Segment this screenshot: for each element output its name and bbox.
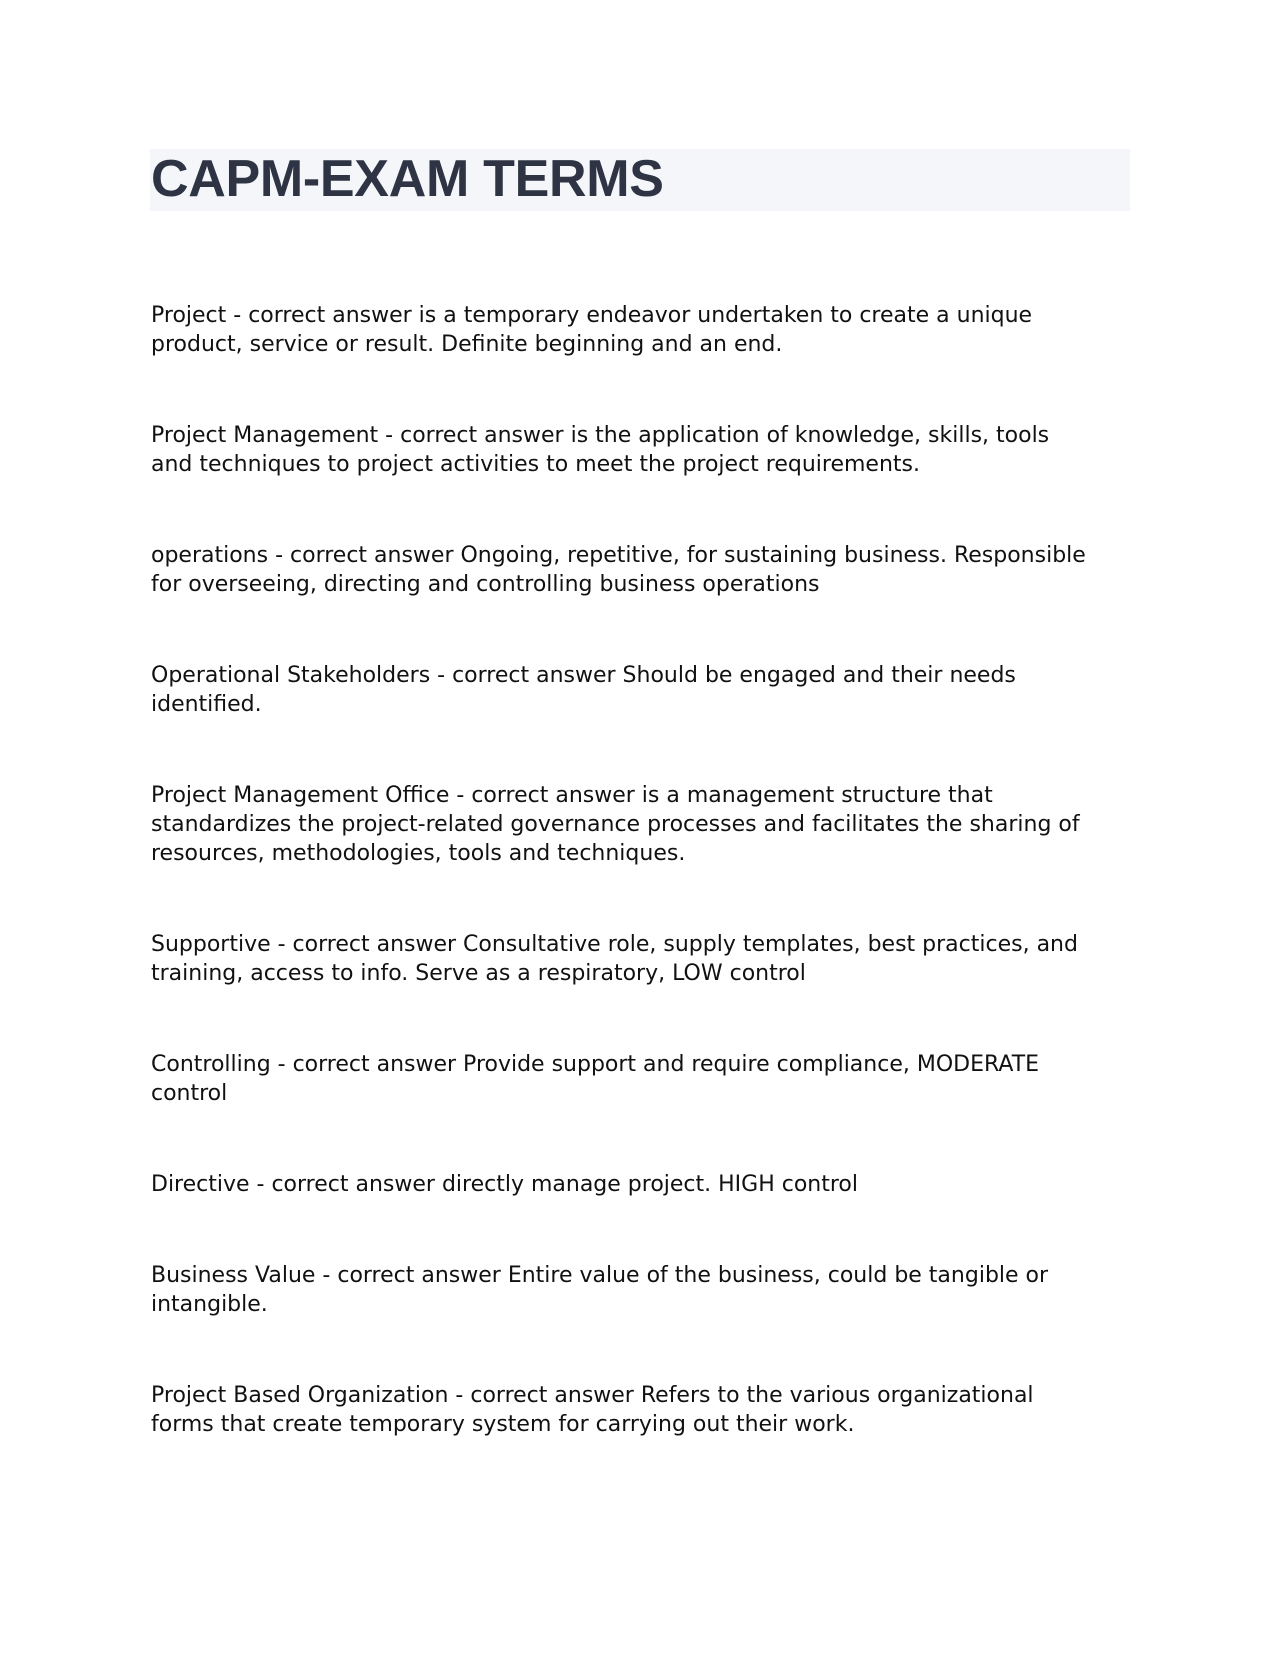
term-business-value [151, 1261, 1141, 1319]
term-line: for overseeing, directing and controlling business operations [151, 572, 820, 597]
term-project-management [151, 421, 1141, 479]
term-line: and techniques to project activities to meet the project requirements. [151, 452, 920, 477]
term-line: Project Based Organization - correct answer Refers to the various organizational [151, 1383, 1034, 1408]
term-line: training, access to info. Serve as a respiratory, LOW control [151, 961, 806, 986]
term-operations [151, 541, 1141, 599]
term-line: operations - correct answer Ongoing, repetitive, for sustaining business. Responsible [151, 543, 1086, 568]
term-project-management-office [151, 781, 1141, 868]
term-project-based-organization [151, 1381, 1141, 1439]
term-line: identified. [151, 692, 262, 717]
term-line: Project Management - correct answer is the application of knowledge, skills, tools [151, 423, 1050, 448]
term-line: Business Value - correct answer Entire value of the business, could be tangible or [151, 1263, 1049, 1288]
term-line: Controlling - correct answer Provide support and require compliance, MODERATE [151, 1052, 1040, 1077]
term-line: Operational Stakeholders - correct answer Should be engaged and their needs [151, 663, 1016, 688]
term-line: intangible. [151, 1292, 268, 1317]
term-project [151, 301, 1141, 359]
page-title: CAPM-EXAM TERMS [151, 150, 664, 208]
term-line: product, service or result. Definite beginning and an end. [151, 332, 783, 357]
term-line: Supportive - correct answer Consultative role, supply templates, best practices, and [151, 932, 1078, 957]
term-line: resources, methodologies, tools and techniques. [151, 841, 686, 866]
term-operational-stakeholders [151, 661, 1141, 719]
term-line: standardizes the project-related governance processes and facilitates the sharing of [151, 812, 1080, 837]
term-line: Project - correct answer is a temporary endeavor undertaken to create a unique [151, 303, 1033, 328]
term-line: Directive - correct answer directly manage project. HIGH control [151, 1172, 859, 1197]
term-list [151, 301, 1141, 1501]
term-controlling [151, 1050, 1141, 1108]
term-line: Project Management Office - correct answer is a management structure that [151, 783, 993, 808]
term-line: forms that create temporary system for carrying out their work. [151, 1412, 855, 1437]
term-supportive [151, 930, 1141, 988]
term-directive [151, 1170, 1141, 1199]
term-line: control [151, 1081, 228, 1106]
